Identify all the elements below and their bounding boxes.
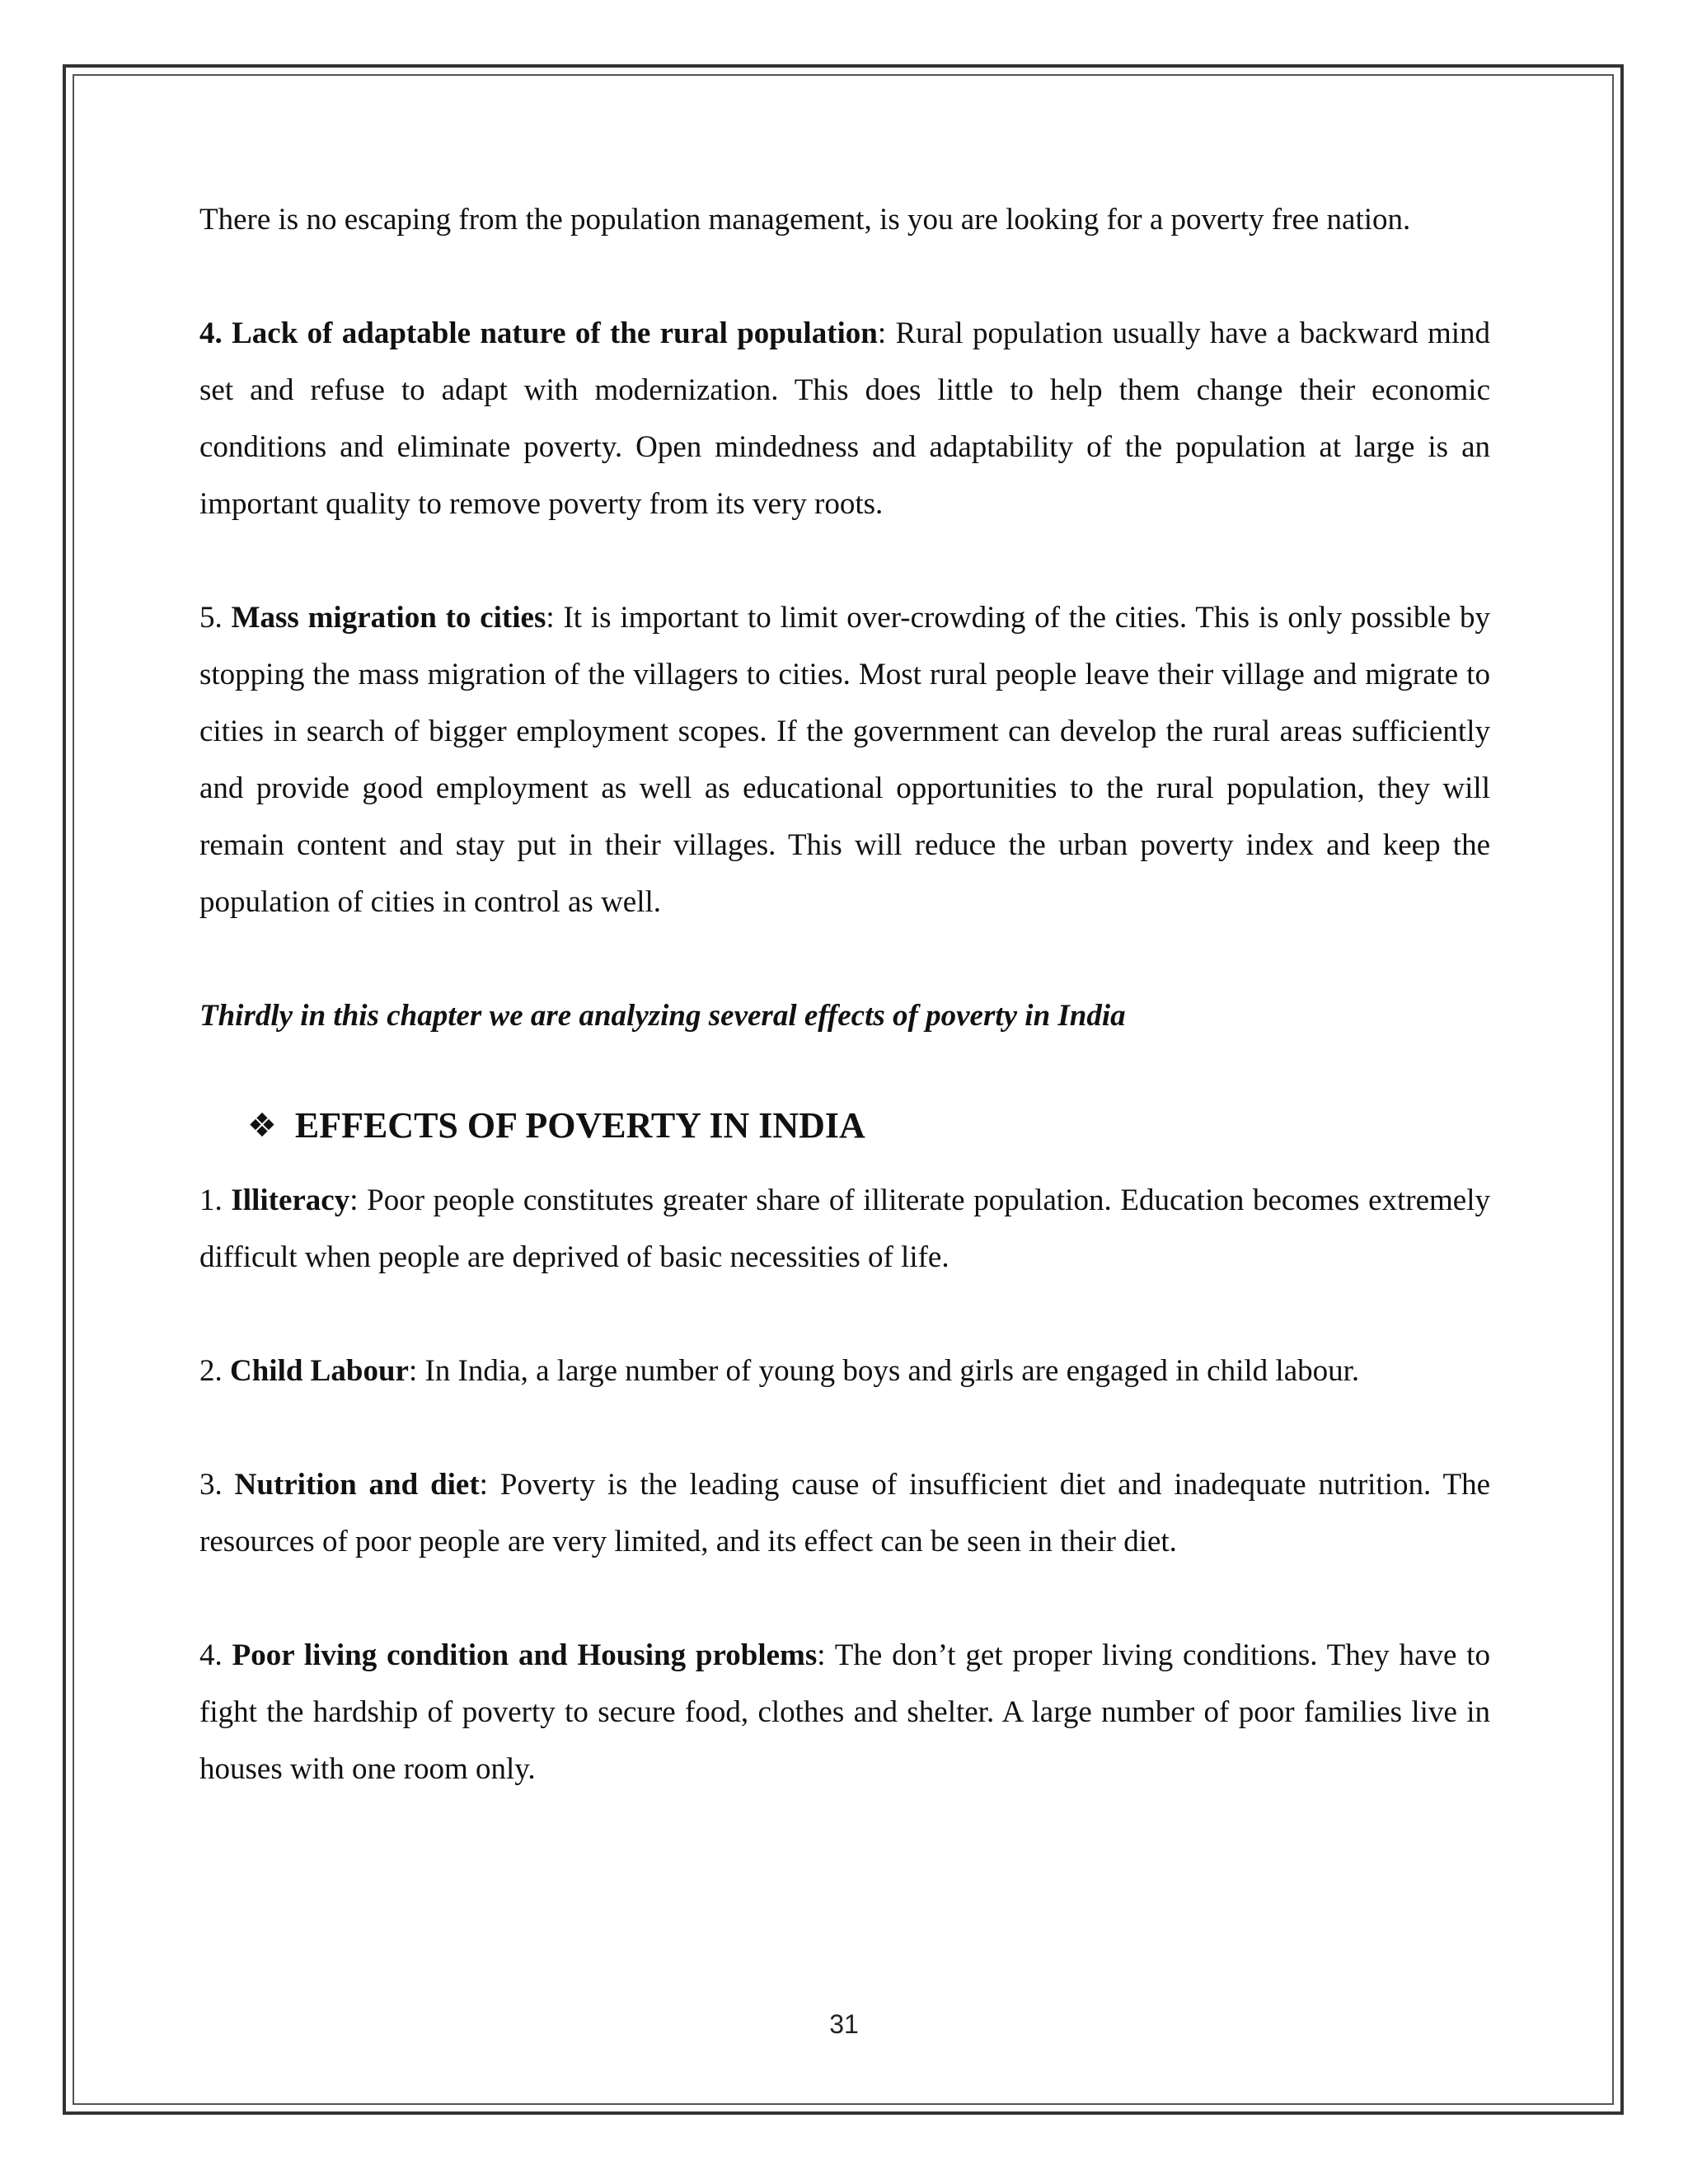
effect-body: : Poor people constitutes greater share of illiterate population. Education becomes extremely difficult when people are deprived of basic necessities of life. — [199, 1183, 1490, 1274]
intro-paragraph: There is no escaping from the population management, is you are looking for a poverty free nation. — [199, 203, 1411, 237]
section-heading-text: EFFECTS OF POVERTY IN INDIA — [294, 1105, 865, 1146]
effect-number: 1. — [199, 1183, 223, 1217]
effect-number: 2. — [199, 1354, 223, 1388]
effect-number: 3. — [199, 1468, 223, 1502]
effect-title: Child Labour — [230, 1354, 409, 1388]
effect-body: : Poverty is the leading cause of insufficient diet and inadequate nutrition. The resources of poor people are very limited, and its effect can be seen in their diet. — [199, 1468, 1490, 1558]
effect-title: Illiteracy — [231, 1183, 350, 1217]
effect-item-4 — [199, 1627, 1490, 1797]
section-heading — [247, 1101, 1490, 1151]
effect-item-1 — [199, 1172, 1490, 1286]
cause-body: : Rural population usually have a backward mind set and refuse to adapt with modernization. This does little to help them change their economic conditions and eliminate poverty. Open mindedness and adaptability of the population at large is an important quality to remove poverty from its very roots. — [199, 316, 1490, 521]
cause-title: Mass migration to cities — [231, 601, 546, 635]
diamond-bullet-icon: ❖ — [247, 1107, 277, 1145]
cause-body: : It is important to limit over-crowding of the cities. This is only possible by stopping the mass migration of the villagers to cities. Most rural people leave their village and migrate to cities in search of bigger employment scopes. If the government can develop the rural areas sufficiently and provide good employment as well as educational opportunities to the rural population, they will remain content and stay put in their villages. This will reduce the urban poverty index and keep the population of cities in control as well. — [199, 601, 1491, 919]
cause-item-5 — [199, 589, 1490, 930]
cause-item-4 — [199, 305, 1490, 532]
page-content — [199, 191, 1490, 1797]
effect-body: : In India, a large number of young boys and girls are engaged in child labour. — [408, 1354, 1360, 1388]
cause-number: 5. — [199, 601, 223, 635]
page-number: 31 — [829, 2009, 859, 2039]
effect-item-3 — [199, 1456, 1490, 1570]
effect-body: : The don’t get proper living conditions. They have to fight the hardship of poverty to secure food, clothes and shelter. A large number of poor families live in houses with one room only. — [199, 1638, 1490, 1786]
cause-title: Lack of adaptable nature of the rural population — [232, 316, 878, 350]
effect-number: 4. — [199, 1638, 223, 1672]
effect-title: Poor living condition and Housing problems — [232, 1638, 818, 1672]
effect-item-2 — [199, 1343, 1490, 1399]
cause-number: 4. — [199, 316, 223, 350]
effect-title: Nutrition and diet — [234, 1468, 480, 1502]
chapter-note: Thirdly in this chapter we are analyzing several effects of poverty in India — [199, 999, 1126, 1033]
